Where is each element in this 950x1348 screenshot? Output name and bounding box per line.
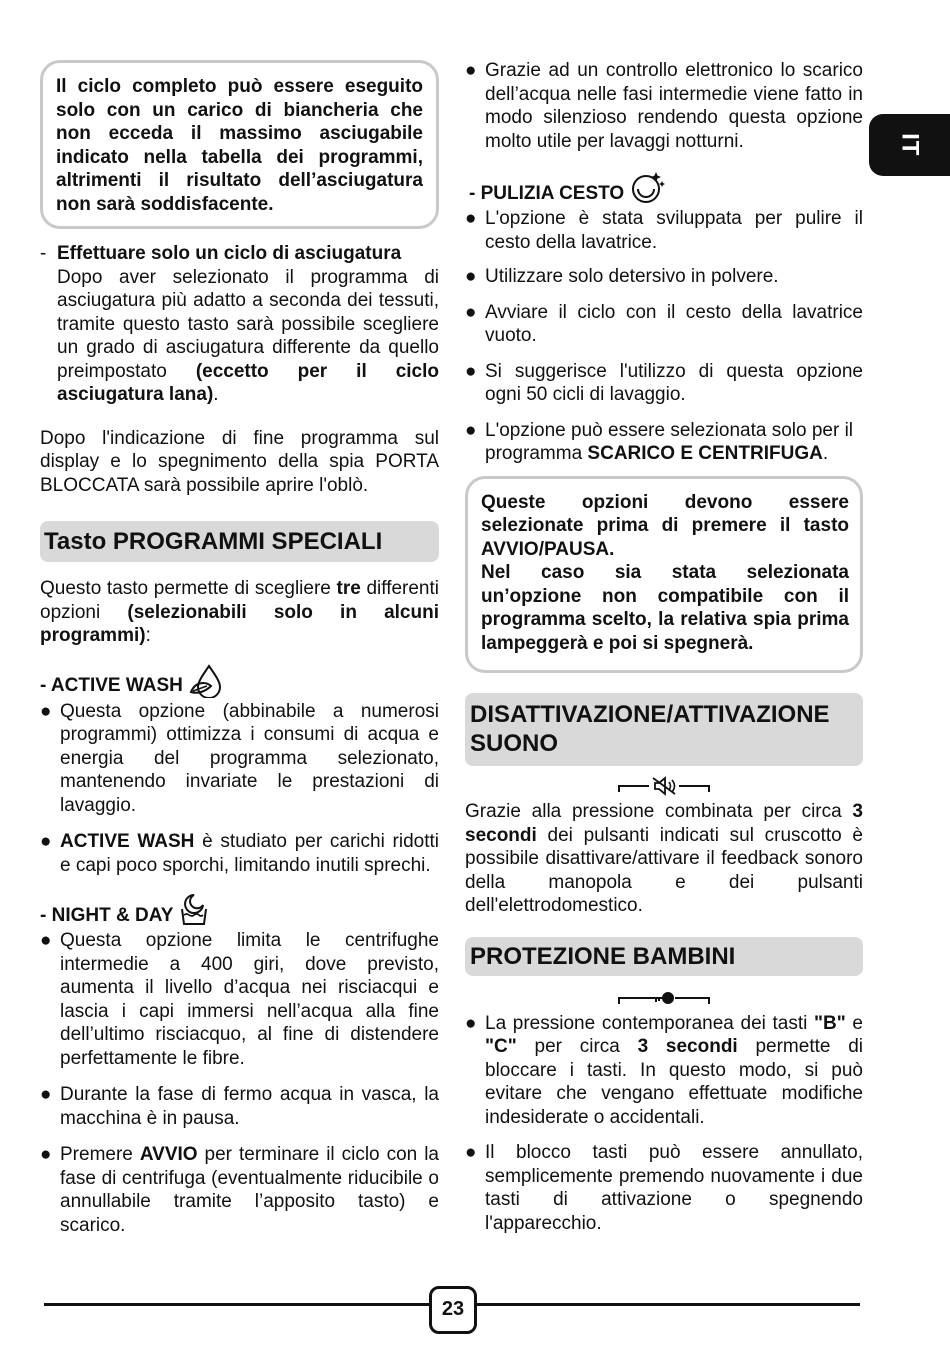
- sound-text-bold: 3 secondi: [465, 801, 863, 846]
- active-wash-bullet-2: [40, 830, 439, 877]
- night-day-bullet-2-text: Durante la fase di fermo acqua in vasca, la macchina è in pausa.: [60, 1084, 439, 1129]
- options-note-b: Nel caso sia stata selezionata un’opzione non compatibile con il programma scelto, la relativa spia prima lampeggerà e poi si spegnerà.: [481, 562, 849, 654]
- dash-mark: -: [40, 243, 47, 264]
- child-b1-e: per circa: [516, 1036, 638, 1057]
- child-b1-c: e: [845, 1012, 863, 1034]
- child-b1-g: permette di bloccare i tasti. In questo modo, si può evitare che vengano effettuate modifiche indesiderate o accidentali.: [485, 1036, 863, 1128]
- language-tab: [869, 114, 950, 176]
- pulizia-bullet-5-text: [485, 419, 863, 466]
- child-bullet-1-text: [485, 1012, 863, 1130]
- child-bullet-2-text: Il blocco tasti può essere annullato, semplicemente premendo nuovamente i due tasti di attivazione o spegnendo l'apparecchio.: [485, 1142, 863, 1234]
- special-intro: [40, 577, 439, 648]
- pulizia-bullet-4-text: Si suggerisce l'utilizzo di questa opzione ogni 50 cicli di lavaggio.: [485, 360, 863, 405]
- sound-text-a: Grazie alla pressione combinata per circa: [465, 801, 853, 822]
- bullet-dot: ●: [40, 831, 52, 852]
- pulizia-bullet-1: [465, 207, 863, 254]
- bullet-dot: ●: [40, 930, 52, 951]
- pulizia-bullet-3: [465, 301, 863, 348]
- night-day-bullet-1-text: Questa opzione limita le centrifughe intermedie a 400 giri, dove previsto, aumenta il livello d’acqua nei risciacqui e lascia i capi immersi nell’acqua alla fine dell’ultimo risciacquo, al fine di distendere perfettamente le fibre.: [60, 930, 439, 1069]
- night-day-bullet-4: [465, 59, 863, 153]
- active-wash-bullet-1-text: Questa opzione (abbinabile a numerosi programmi) ottimizza i consumi di acqua e energia del programma selezionato, mantenendo invariate le prestazioni di lavaggio.: [60, 700, 439, 816]
- special-intro-b: tre: [336, 578, 361, 599]
- dry-only-text: [57, 242, 439, 407]
- dry-only-title: Effettuare solo un ciclo di asciugatura: [57, 243, 402, 264]
- after-dry-text: Dopo l'indicazione di fine programma sul display e lo spegnimento della spia PORTA BLOCCATA sarà possibile aprire l'oblò.: [40, 427, 439, 496]
- bullet-dot: ●: [465, 60, 477, 81]
- pulizia-last-bold: SCARICO E CENTRIFUGA: [587, 443, 823, 464]
- child-bullet-2: [465, 1141, 863, 1235]
- pulizia-title: - PULIZIA CESTO: [469, 182, 625, 204]
- bullet-dot: ●: [465, 1012, 477, 1034]
- night-b3-bold: AVVIO: [139, 1144, 198, 1165]
- child-b1-b: "B": [814, 1012, 846, 1034]
- pulizia-bullet-3-text: Avviare il ciclo con il cesto della lavatrice vuoto.: [485, 301, 863, 346]
- pulizia-bullet-5: [465, 419, 863, 466]
- active-wash-rest: è studiato per carichi ridotti e capi poco sporchi, limitando inutili sprechi.: [60, 831, 439, 876]
- dry-only-end: .: [213, 384, 219, 405]
- pulizia-title-row: [465, 169, 863, 205]
- bullet-dot: ●: [40, 1144, 52, 1165]
- active-wash-title: - ACTIVE WASH: [40, 675, 183, 696]
- options-note: [465, 476, 863, 674]
- pulizia-bullet-2: [465, 265, 863, 289]
- active-wash-bold: ACTIVE WASH: [60, 831, 195, 852]
- bullet-dot: ●: [40, 1084, 52, 1105]
- bullet-dot: ●: [465, 301, 477, 323]
- dry-load-note: [40, 60, 439, 229]
- child-bullet-1: [465, 1012, 863, 1130]
- night-day-bullet-3-text: [60, 1143, 439, 1237]
- options-note-a: Queste opzioni devono essere selezionate prima di premere il tasto AVVIO/PAUSA.: [481, 491, 849, 560]
- page-number: 23: [429, 1286, 477, 1334]
- bullet-dot: ●: [465, 1142, 477, 1163]
- child-icon-row: [465, 988, 863, 1008]
- pulizia-bullet-4: [465, 360, 863, 407]
- special-programs-heading: Tasto PROGRAMMI SPECIALI: [40, 521, 439, 562]
- pulizia-last-a: L'opzione può essere selezionata solo per il programma: [485, 419, 854, 464]
- moon-basin-icon: [179, 893, 209, 927]
- footer-line-left: [44, 1303, 429, 1306]
- night-b3-b: per terminare il ciclo con la fase di centrifuga (eventualmente riducibile o annullabile tramite l’apposito tasto) e scarico.: [60, 1144, 439, 1236]
- special-intro-e: :: [145, 625, 151, 646]
- dry-load-note-text: Il ciclo completo può essere eseguito solo con un carico di biancheria che non ecceda il massimo asciugabile indicato nella tabella dei programmi, altrimenti il risultato dell’asciugatura non sarà soddisfacente.: [56, 76, 423, 215]
- bullet-dot: ●: [465, 360, 477, 382]
- bullet-dot: ●: [40, 700, 52, 722]
- key-lock-icon: [617, 988, 711, 1008]
- pulizia-last-b: .: [822, 443, 829, 464]
- active-wash-bullet-2-text: [60, 830, 439, 877]
- dry-only-exception: (eccetto per il ciclo asciugatura lana): [57, 360, 439, 405]
- dry-only-item: [40, 242, 439, 407]
- drum-sparkle-icon: [630, 169, 666, 205]
- sound-text-b: dei pulsanti indicati sul cruscotto è possibile disattivare/attivare il feedback sonoro della manopola e dei pulsanti dell'elettrodomestico.: [465, 824, 863, 916]
- special-intro-c: differenti opzioni: [40, 578, 439, 623]
- language-tab-label: IT: [896, 133, 924, 157]
- dry-only-body: Dopo aver selezionato il programma di asciugatura più adatto a seconda dei tessuti, tramite questo tasto sarà possibile scegliere un grado di asciugatura differente da quello preimpostato: [57, 266, 439, 382]
- pulizia-bullet-2-text: Utilizzare solo detersivo in polvere.: [485, 266, 779, 287]
- night-day-bullet-3: [40, 1143, 439, 1237]
- speaker-mute-icon: [617, 776, 711, 796]
- active-wash-bullet-1: [40, 700, 439, 818]
- special-intro-a: Questo tasto permette di scegliere: [40, 578, 331, 599]
- night-day-bullet-1: [40, 929, 439, 1070]
- child-b1-f: 3 secondi: [637, 1036, 738, 1057]
- sound-text: [465, 800, 863, 918]
- footer-line-right: [477, 1303, 860, 1306]
- child-b1-a: La pressione contemporanea dei tasti: [485, 1012, 815, 1034]
- night-day-bullet-2: [40, 1083, 439, 1130]
- child-heading: PROTEZIONE BAMBINI: [465, 937, 863, 976]
- right-column: [465, 56, 863, 1235]
- bullet-dot: ●: [465, 208, 477, 229]
- pulizia-bullet-1-text: L'opzione è stata sviluppata per pulire il cesto della lavatrice.: [485, 208, 863, 253]
- child-b1-d: "C": [485, 1036, 517, 1057]
- night-b3-a: Premere: [60, 1144, 140, 1165]
- night-day-title-row: [40, 893, 439, 927]
- sound-heading: DISATTIVAZIONE/ATTIVAZIONE SUONO: [465, 693, 863, 766]
- active-wash-title-row: [40, 664, 439, 698]
- night-day-title: - NIGHT & DAY: [40, 904, 174, 926]
- left-column: [40, 56, 439, 1237]
- bullet-dot: ●: [465, 419, 477, 441]
- night-day-bullet-4-text: Grazie ad un controllo elettronico lo scarico dell’acqua nelle fasi intermedie viene fatto in modo silenzioso rendendo questa opzione molto utile per lavaggi notturni.: [485, 60, 863, 152]
- leaf-drop-icon: [189, 664, 225, 698]
- sound-icon-row: [465, 776, 863, 796]
- special-intro-d: (selezionabili solo in alcuni programmi): [40, 601, 439, 646]
- bullet-dot: ●: [465, 266, 477, 287]
